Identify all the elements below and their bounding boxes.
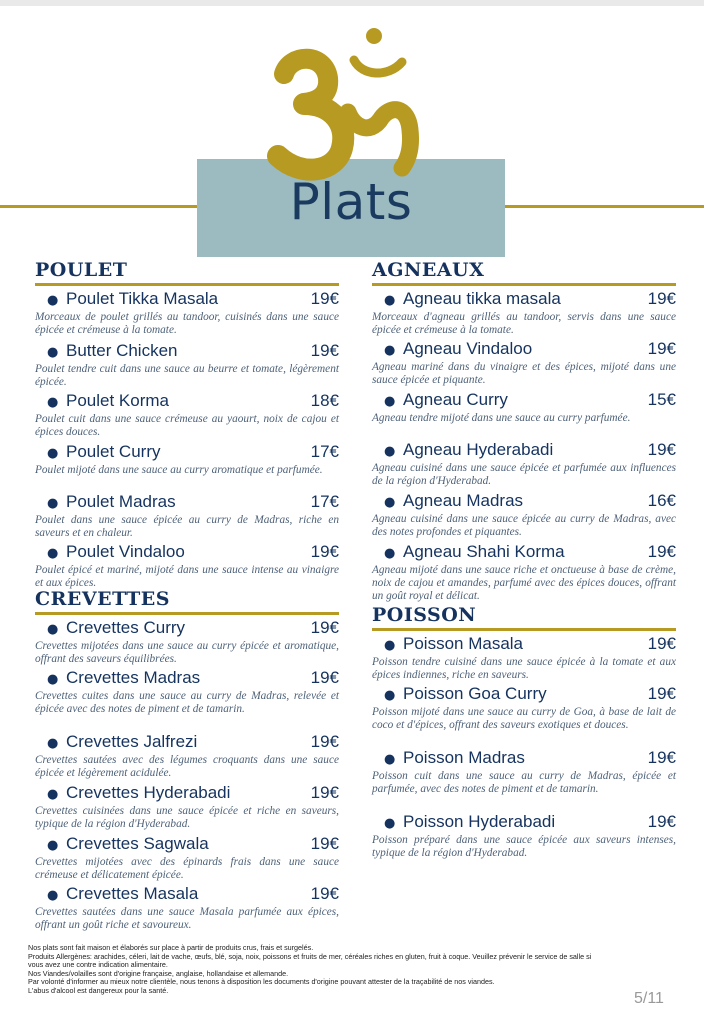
footnote-line: Nos Viandes/volailles sont d'origine française, anglaise, hollandaise et allemande. <box>28 969 289 978</box>
item-name: Poisson Madras <box>403 748 525 767</box>
item-price: 19€ <box>647 634 676 653</box>
bullet-icon: ● <box>47 496 59 511</box>
menu-item <box>35 884 339 934</box>
bullet-icon: ● <box>47 622 59 637</box>
item-description: Morceaux de poulet grillés au tandoor, cuisinés dans une sauce épicée et crémeuse à la tomate. <box>35 311 339 336</box>
section-poulet <box>35 259 339 588</box>
bullet-icon: ● <box>47 838 59 853</box>
bullet-icon: ● <box>384 394 396 409</box>
item-name: Poulet Vindaloo <box>66 542 185 561</box>
menu-item <box>35 618 339 668</box>
item-description: Agneau mijoté dans une sauce riche et onctueuse à base de crème, noix de cajou et amandes, parfumé avec des épices douces, offrant un goût royal et délicat. <box>372 564 676 602</box>
section-rule <box>372 628 676 631</box>
menu-item <box>372 684 676 748</box>
bullet-icon: ● <box>47 293 59 308</box>
item-price: 19€ <box>647 289 676 308</box>
item-name: Poisson Masala <box>403 634 524 653</box>
item-description: Poulet épicé et mariné, mijoté dans une sauce intense au vinaigre et aux épices. <box>35 564 339 589</box>
item-name: Poisson Goa Curry <box>403 684 547 703</box>
item-description: Poulet cuit dans une sauce crémeuse au yaourt, noix de cajou et épices douces. <box>35 413 339 438</box>
menu-item <box>372 491 676 542</box>
item-description: Poisson cuit dans une sauce au curry de Madras, épicée et parfumée, avec des notes de piment et de tamarin. <box>372 770 676 795</box>
bullet-icon: ● <box>384 546 396 561</box>
menu-item <box>35 668 339 732</box>
menu-item <box>35 442 339 492</box>
bullet-icon: ● <box>47 446 59 461</box>
bullet-icon: ● <box>384 688 396 703</box>
item-description: Poulet mijoté dans une sauce au curry aromatique et parfumée. <box>35 464 323 476</box>
section-rule <box>35 283 339 286</box>
bullet-icon: ● <box>384 293 396 308</box>
header-rule-left <box>0 205 200 208</box>
menu-item <box>372 748 676 812</box>
menu-item <box>372 339 676 390</box>
item-description: Agneau cuisiné dans une sauce épicée au curry de Madras, avec des notes profondes et piquantes. <box>372 513 676 538</box>
item-price: 19€ <box>310 542 339 561</box>
item-price: 19€ <box>310 884 339 903</box>
item-name: Agneau Vindaloo <box>403 339 533 358</box>
menu-item <box>35 289 339 341</box>
item-name: Poulet Tikka Masala <box>66 289 219 308</box>
item-price: 19€ <box>310 618 339 637</box>
item-description: Agneau mariné dans du vinaigre et des épices, mijoté dans une sauce épicée et piquante. <box>372 361 676 386</box>
bullet-icon: ● <box>384 444 396 459</box>
bullet-icon: ● <box>47 672 59 687</box>
item-name: Agneau Madras <box>403 491 524 510</box>
item-name: Agneau Shahi Korma <box>403 542 565 561</box>
item-price: 18€ <box>310 391 339 410</box>
bullet-icon: ● <box>47 395 59 410</box>
menu-item <box>372 390 676 440</box>
item-name: Crevettes Curry <box>66 618 186 637</box>
bullet-icon: ● <box>384 343 396 358</box>
item-description: Poisson préparé dans une sauce épicée aux saveurs intenses, typique de la région d'Hyderabad. <box>372 834 676 859</box>
footnote-line: Par volonté d'informer au mieux notre clientèle, nous tenons à disposition les documents d'origine pouvant attester de la traçabilité de nos viandes. <box>28 978 495 987</box>
item-price: 19€ <box>310 289 339 308</box>
menu-item <box>35 834 339 884</box>
item-price: 15€ <box>647 390 676 409</box>
menu-item <box>372 542 676 604</box>
header-rule-right <box>505 205 704 208</box>
footnote-line: vous avez une contre indication alimentaire. <box>28 961 168 970</box>
item-price: 17€ <box>310 442 339 461</box>
section-title: POISSON <box>372 604 477 626</box>
item-name: Crevettes Sagwala <box>66 834 209 853</box>
item-name: Butter Chicken <box>66 341 178 360</box>
item-description: Poulet dans une sauce épicée au curry de Madras, riche en saveurs et en chaleur. <box>35 514 339 539</box>
footnote-line: L'abus d'alcool est dangereux pour la santé. <box>28 986 169 995</box>
bullet-icon: ● <box>384 816 396 831</box>
item-price: 19€ <box>647 684 676 703</box>
section-crevettes <box>35 588 339 934</box>
menu-item <box>35 542 339 588</box>
item-description: Agneau tendre mijoté dans une sauce au curry parfumée. <box>372 412 631 424</box>
item-price: 19€ <box>647 748 676 767</box>
item-price: 19€ <box>310 783 339 802</box>
item-name: Poulet Korma <box>66 391 169 410</box>
item-description: Poisson mijoté dans une sauce au curry de Goa, à base de lait de coco et d'épices, offrant des saveurs exotiques et douces. <box>372 706 676 731</box>
menu-item <box>372 440 676 491</box>
menu-item <box>372 812 676 862</box>
menu-item <box>35 783 339 834</box>
item-price: 19€ <box>647 542 676 561</box>
item-price: 19€ <box>647 812 676 831</box>
item-name: Crevettes Madras <box>66 668 201 687</box>
item-price: 19€ <box>647 440 676 459</box>
footnote-line: Produits Allergènes: arachides, céleri, lait de vache, œufs, blé, soja, noix, poissons et fruits de mer, céréales riches en gluten, fruit à coque. Veuillez prévenir le service de salle si <box>28 952 592 961</box>
item-description: Crevettes cuites dans une sauce au curry de Madras, relevée et épicée avec des notes de piment et de tamarin. <box>35 690 339 715</box>
menu-item <box>35 341 339 391</box>
left-column <box>35 259 339 934</box>
item-name: Poulet Curry <box>66 442 161 461</box>
item-description: Agneau cuisiné dans une sauce épicée et parfumée aux influences de la région d'Hyderabad. <box>372 462 676 487</box>
footnote-line: Nos plats sont fait maison et élaborés sur place à partir de produits crus, frais et surgelés. <box>28 944 314 952</box>
menu-item <box>35 391 339 442</box>
bullet-icon: ● <box>47 888 59 903</box>
page-number: 5/11 <box>634 990 664 1007</box>
item-description: Morceaux d'agneau grillés au tandoor, servis dans une sauce épicée et crémeuse à la tomate. <box>372 311 676 336</box>
menu-item <box>372 289 676 339</box>
item-price: 19€ <box>310 732 339 751</box>
om-symbol-icon <box>262 16 422 184</box>
bullet-icon: ● <box>384 752 396 767</box>
item-price: 17€ <box>310 492 339 511</box>
item-name: Crevettes Hyderabadi <box>66 783 231 802</box>
page-top-edge <box>0 0 704 6</box>
bullet-icon: ● <box>47 736 59 751</box>
item-description: Crevettes mijotées avec des épinards frais dans une sauce crémeuse et délicatement épicée. <box>35 856 339 881</box>
item-price: 19€ <box>647 339 676 358</box>
section-title: CREVETTES <box>35 588 170 610</box>
bullet-icon: ● <box>384 638 396 653</box>
item-description: Crevettes sautées avec des légumes croquants dans une sauce épicée et légèrement acidulée. <box>35 754 339 779</box>
section-rule <box>35 612 339 615</box>
bullet-icon: ● <box>47 546 59 561</box>
item-price: 16€ <box>647 491 676 510</box>
section-poisson <box>372 604 676 862</box>
item-name: Poisson Hyderabadi <box>403 812 556 831</box>
item-name: Agneau tikka masala <box>403 289 561 308</box>
item-description: Crevettes cuisinées dans une sauce épicée et riche en saveurs, typique de la région d'Hyderabad. <box>35 805 339 830</box>
item-name: Agneau Curry <box>403 390 508 409</box>
page-title: Plats <box>289 173 413 231</box>
section-rule <box>372 283 676 286</box>
menu-item <box>372 634 676 684</box>
menu-item <box>35 732 339 783</box>
item-description: Poulet tendre cuit dans une sauce au beurre et tomate, légèrement épicée. <box>35 363 339 388</box>
item-name: Crevettes Masala <box>66 884 199 903</box>
item-price: 19€ <box>310 668 339 687</box>
menu-item <box>35 492 339 542</box>
item-name: Agneau Hyderabadi <box>403 440 554 459</box>
footnotes <box>28 944 678 996</box>
section-agneaux <box>372 259 676 604</box>
bullet-icon: ● <box>384 495 396 510</box>
section-title: POULET <box>35 259 128 281</box>
section-title: AGNEAUX <box>372 259 485 281</box>
bullet-icon: ● <box>47 345 59 360</box>
item-price: 19€ <box>310 834 339 853</box>
item-name: Crevettes Jalfrezi <box>66 732 198 751</box>
item-description: Poisson tendre cuisiné dans une sauce épicée à la tomate et aux épices indiennes, riche en saveurs. <box>372 656 676 681</box>
bullet-icon: ● <box>47 787 59 802</box>
item-price: 19€ <box>310 341 339 360</box>
item-description: Crevettes sautées dans une sauce Masala parfumée aux épices, offrant un goût riche et savoureux. <box>35 906 339 931</box>
right-column <box>372 259 676 862</box>
item-name: Poulet Madras <box>66 492 176 511</box>
item-description: Crevettes mijotées dans une sauce au curry épicée et aromatique, offrant des saveurs équilibrées. <box>35 640 339 665</box>
